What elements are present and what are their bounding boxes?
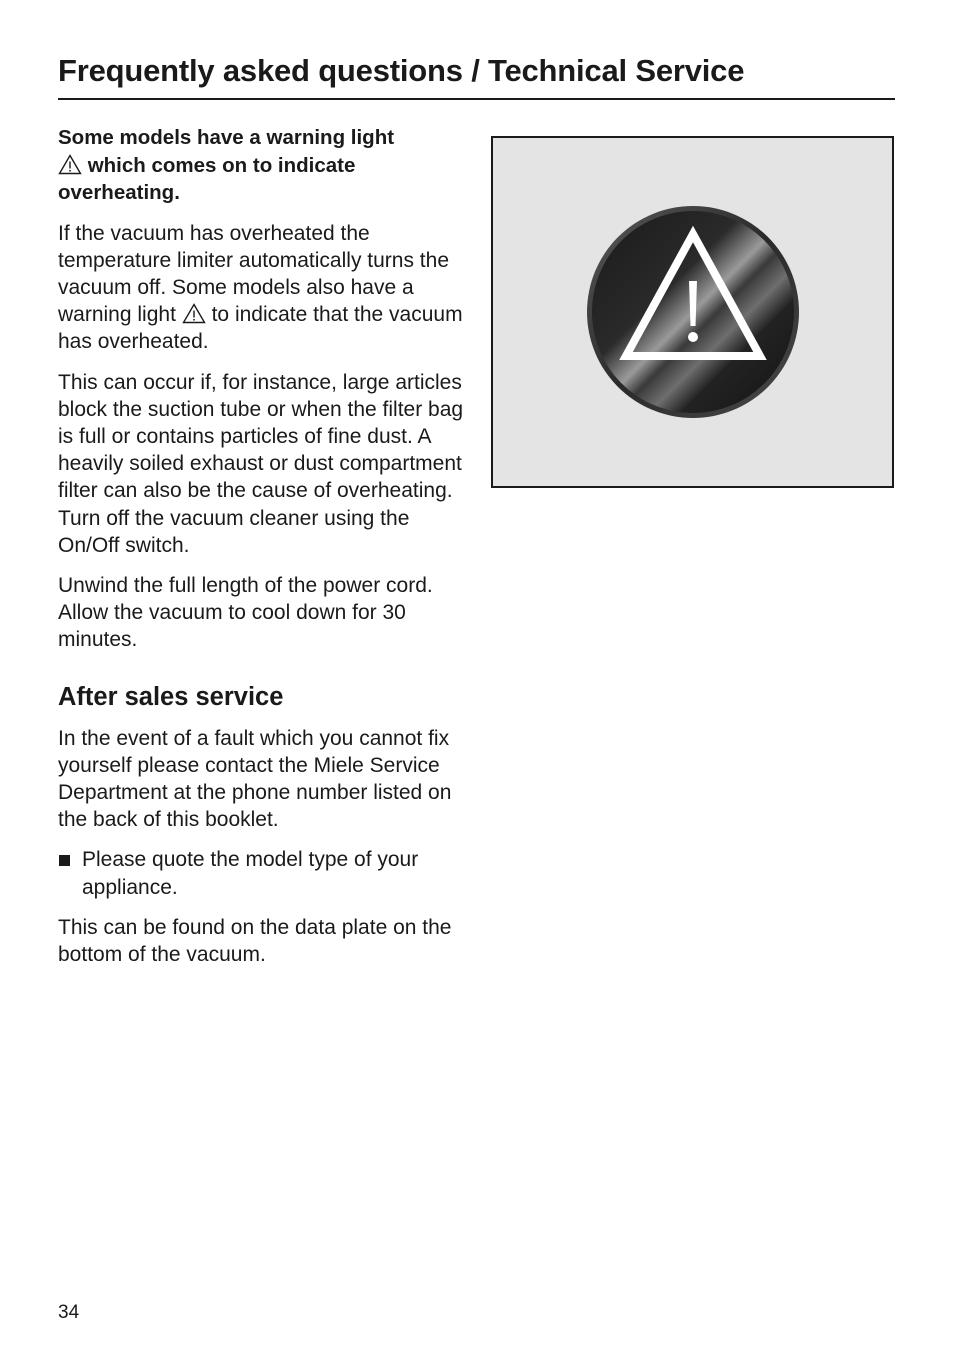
- title-divider: [58, 98, 895, 100]
- warning-triangle-icon: [182, 303, 206, 324]
- overheating-lead: [58, 124, 468, 207]
- after-sales-heading: After sales service: [58, 682, 284, 711]
- list-item: [58, 846, 468, 900]
- overheating-paragraph-1-text-1: If the vacuum has overheated the temperature limiter automatically turns the vacuum off. Some models also have a warning light: [58, 221, 449, 327]
- overheating-lead-text-1: Some models have a warning light: [58, 126, 395, 149]
- page-title: Frequently asked questions / Technical Service: [58, 53, 745, 88]
- page-number: 34: [58, 1302, 80, 1323]
- warning-light-icon: [493, 138, 892, 486]
- list-item-text: Please quote the model type of your appliance.: [82, 848, 419, 899]
- warning-light-illustration: [491, 136, 894, 488]
- after-sales-paragraph-2: This can be found on the data plate on the bottom of the vacuum.: [58, 915, 452, 966]
- overheating-paragraph-2: This can occur if, for instance, large articles block the suction tube or when the filter bag is full or contains particles of fine dust. A heavily soiled exhaust or dust compartment filter can also be the cause of overheating. Turn off the vacuum cleaner using the On/Off switch.: [58, 370, 464, 557]
- square-bullet-icon: [59, 855, 70, 866]
- warning-triangle-icon: [58, 154, 82, 175]
- overheating-paragraph-1: [58, 220, 468, 356]
- overheating-paragraph-3: Unwind the full length of the power cord. Allow the vacuum to cool down for 30 minutes.: [58, 573, 433, 652]
- text-column: [58, 124, 468, 981]
- after-sales-paragraph-1: In the event of a fault which you cannot fix yourself please contact the Miele Service Department at the phone number listed on the back of this booklet.: [58, 726, 452, 832]
- overheating-lead-text-2: which comes on to indicate overheating.: [58, 153, 356, 204]
- overheating-paragraph-1-text-2: to indicate that the vacuum has overheated.: [58, 303, 463, 354]
